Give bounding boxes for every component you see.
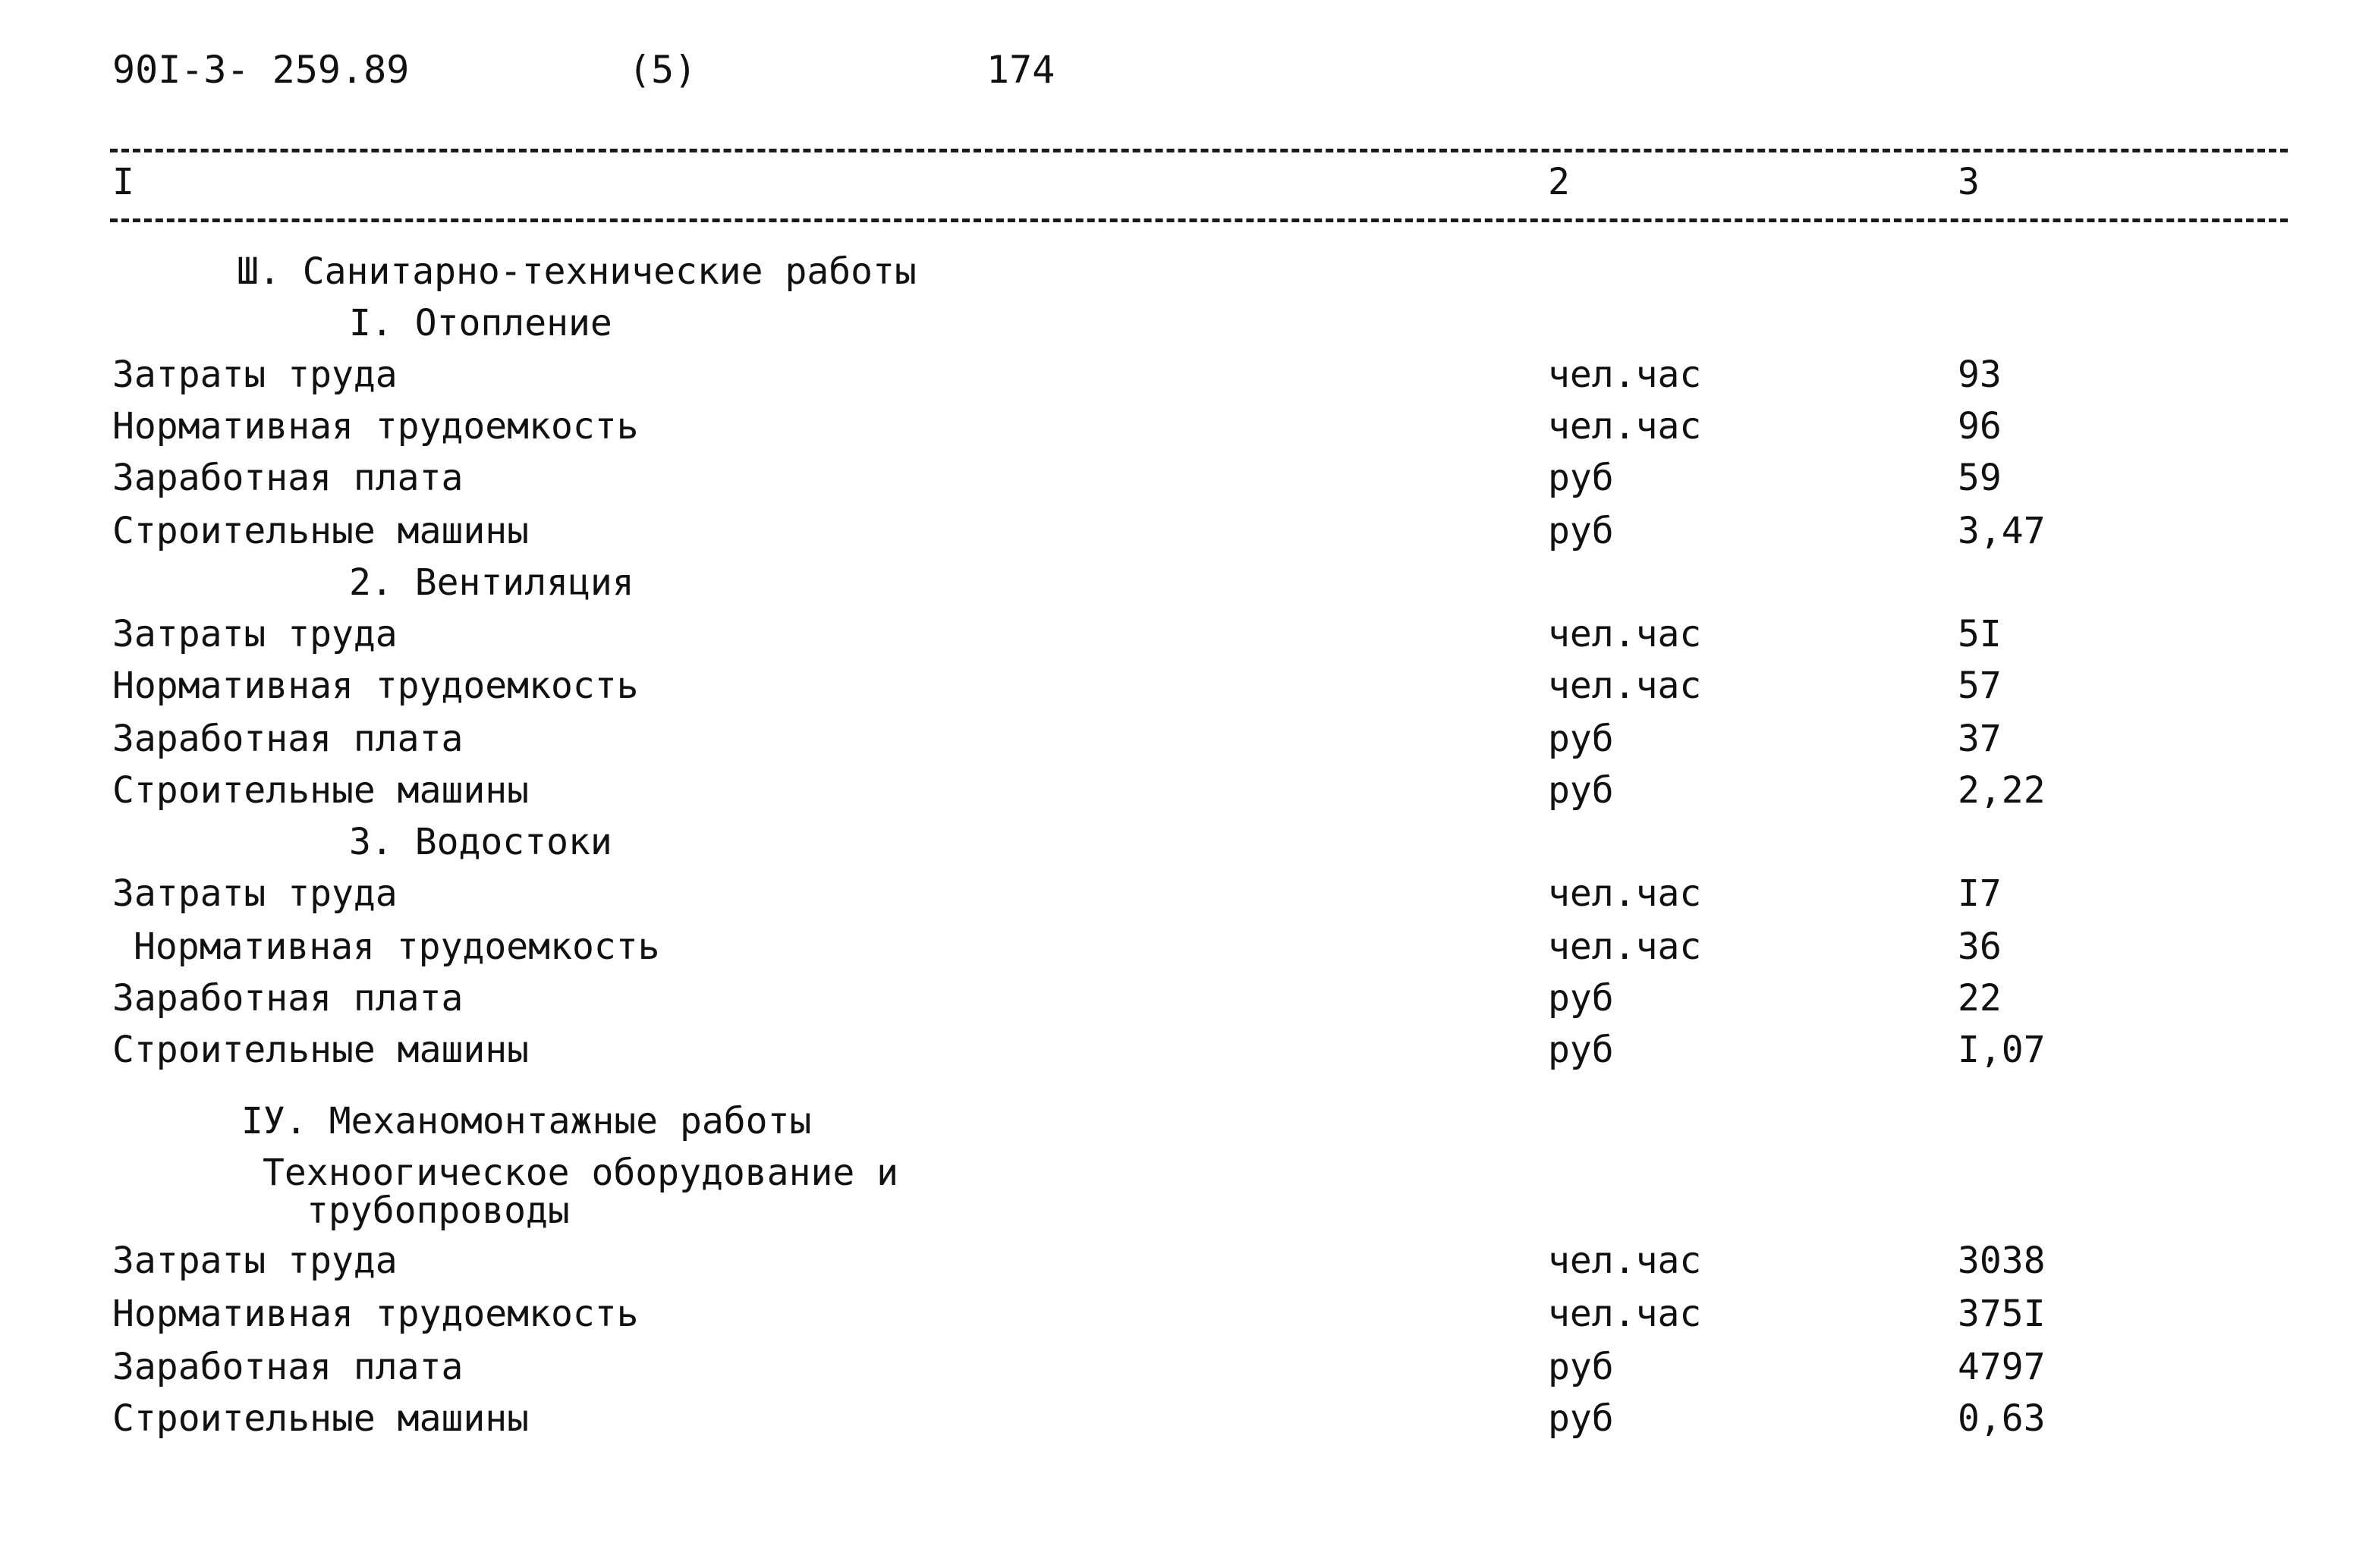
- row-value: 4797: [1958, 1346, 2046, 1388]
- row-value: 37: [1958, 718, 2002, 760]
- row-value: 36: [1958, 925, 2002, 968]
- subsection-title: I. Отопление: [349, 302, 612, 344]
- row-label: Нормативная трудоемкость: [112, 405, 639, 448]
- column-header-1: I: [112, 161, 134, 203]
- row-value: I,07: [1958, 1029, 2046, 1071]
- column-header-3: 3: [1958, 161, 1980, 203]
- page-number: 174: [986, 48, 1055, 92]
- row-label: Заработная плата: [112, 457, 464, 499]
- row-unit: руб: [1548, 977, 1614, 1020]
- row-value: 59: [1958, 457, 2002, 499]
- row-unit: чел.час: [1548, 354, 1702, 396]
- row-label: Заработная плата: [112, 718, 464, 760]
- row-label: Строительные машины: [112, 769, 530, 812]
- column-header-2: 2: [1548, 161, 1570, 203]
- row-label: Строительные машины: [112, 1029, 530, 1071]
- row-value: I7: [1958, 872, 2002, 915]
- row-value: 96: [1958, 405, 2002, 448]
- dashed-rule-bottom: [110, 218, 2288, 222]
- row-unit: руб: [1548, 1346, 1614, 1388]
- row-label: Затраты труда: [112, 872, 398, 915]
- row-label: Затраты труда: [112, 354, 398, 396]
- subsection-title: 3. Водостоки: [349, 821, 612, 863]
- row-unit: чел.час: [1548, 1293, 1702, 1335]
- row-label: Нормативная трудоемкость: [112, 665, 639, 707]
- row-value: 3038: [1958, 1240, 2046, 1282]
- doc-part: (5): [628, 48, 697, 92]
- subsection-title-line2: трубопроводы: [307, 1189, 570, 1232]
- row-unit: руб: [1548, 457, 1614, 499]
- row-value: 0,63: [1958, 1397, 2046, 1440]
- row-value: 22: [1958, 977, 2002, 1020]
- section-title: Ш. Санитарно-технические работы: [237, 250, 917, 293]
- row-label: Заработная плата: [112, 977, 464, 1020]
- row-unit: чел.час: [1548, 665, 1702, 707]
- row-unit: руб: [1548, 718, 1614, 760]
- row-unit: чел.час: [1548, 613, 1702, 655]
- row-label: Затраты труда: [112, 1240, 398, 1282]
- section-title: IУ. Механомонтажные работы: [241, 1100, 812, 1142]
- row-label: Заработная плата: [112, 1346, 464, 1388]
- row-unit: чел.час: [1548, 872, 1702, 915]
- doc-code: 90I-3- 259.89: [112, 48, 410, 92]
- row-unit: руб: [1548, 769, 1614, 812]
- row-value: 5I: [1958, 613, 2002, 655]
- row-unit: руб: [1548, 1029, 1614, 1071]
- row-unit: руб: [1548, 1397, 1614, 1440]
- row-unit: чел.час: [1548, 925, 1702, 968]
- row-label: Нормативная трудоемкость: [134, 925, 660, 968]
- row-value: 93: [1958, 354, 2002, 396]
- row-unit: чел.час: [1548, 1240, 1702, 1282]
- row-unit: чел.час: [1548, 405, 1702, 448]
- row-unit: руб: [1548, 510, 1614, 552]
- subsection-title-line1: Техноогическое оборудование и: [263, 1152, 899, 1194]
- row-value: 57: [1958, 665, 2002, 707]
- row-label: Затраты труда: [112, 613, 398, 655]
- dashed-rule-top: [110, 149, 2288, 152]
- row-label: Нормативная трудоемкость: [112, 1293, 639, 1335]
- row-value: 3,47: [1958, 510, 2046, 552]
- row-label: Строительные машины: [112, 510, 530, 552]
- row-label: Строительные машины: [112, 1397, 530, 1440]
- subsection-title: 2. Вентиляция: [349, 561, 634, 604]
- row-value: 375I: [1958, 1293, 2046, 1335]
- row-value: 2,22: [1958, 769, 2046, 812]
